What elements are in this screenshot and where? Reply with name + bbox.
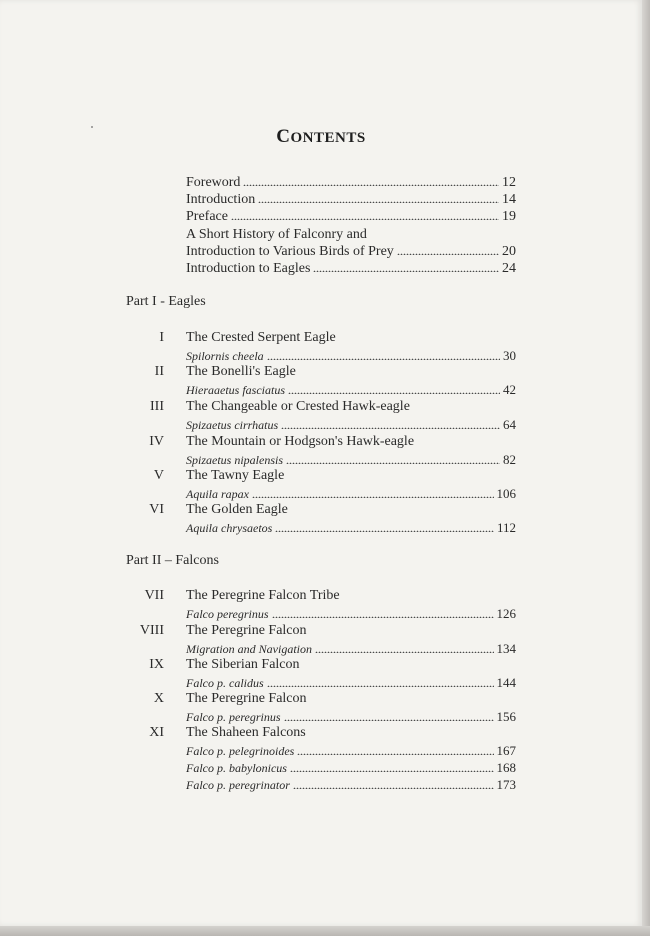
page-edge-bottom: [0, 926, 650, 936]
leader-dots: [315, 643, 494, 653]
chapter-entry[interactable]: [126, 656, 516, 674]
chapter-title: The Peregrine Falcon Tribe: [186, 588, 340, 603]
species-entry[interactable]: [126, 486, 516, 502]
species-page: 112: [496, 520, 516, 535]
species-entry[interactable]: [126, 520, 516, 536]
chapter-title: The Bonelli's Eagle: [186, 364, 296, 379]
toc-entry-label: Introduction: [186, 192, 256, 207]
species-entry[interactable]: [126, 760, 516, 776]
chapter-title: The Changeable or Crested Hawk-eagle: [186, 399, 410, 414]
toc-entry-page: 12: [502, 175, 516, 190]
leader-dots: [288, 384, 500, 394]
species-entry[interactable]: [126, 675, 516, 691]
toc-entry[interactable]: [126, 174, 516, 192]
toc-entry-label: A Short History of Falconry and: [186, 227, 367, 242]
toc-entry-label: Introduction to Eagles: [186, 261, 311, 276]
species-page: 134: [496, 641, 516, 656]
leader-dots: [243, 176, 499, 186]
toc-entry[interactable]: [126, 191, 516, 209]
chapter-number: II: [154, 364, 164, 379]
toc-entry-label: Introduction to Various Birds of Prey: [186, 244, 394, 259]
chapter-entry[interactable]: [126, 690, 516, 708]
species-name: Falco p. calidus: [186, 676, 264, 690]
species-page: 168: [496, 760, 516, 775]
species-name: Spizaetus nipalensis: [186, 453, 284, 467]
toc-entry[interactable]: [126, 243, 516, 261]
species-entry[interactable]: [126, 606, 516, 622]
chapter-number: VI: [149, 502, 164, 517]
species-page: 106: [496, 486, 516, 501]
toc-entry-page: 19: [502, 209, 516, 224]
chapter-entry[interactable]: [126, 329, 516, 347]
toc-entry-page: 14: [502, 192, 516, 207]
toc-entry[interactable]: [126, 260, 516, 278]
chapter-entry[interactable]: [126, 363, 516, 381]
species-name: Falco peregrinus: [186, 607, 269, 621]
chapter-entry[interactable]: [126, 433, 516, 451]
species-name: Spizaetus cirrhatus: [186, 418, 279, 432]
leader-dots: [252, 488, 494, 498]
page-edge-right: [642, 0, 650, 936]
contents-title: [0, 126, 642, 148]
chapter-title: The Mountain or Hodgson's Hawk-eagle: [186, 434, 415, 449]
toc-entry[interactable]: [126, 226, 516, 244]
chapter-number: IX: [149, 657, 164, 672]
species-name: Falco p. pelegrinoides: [186, 744, 295, 758]
leader-dots: [284, 711, 494, 721]
species-page: 82: [503, 452, 516, 467]
leader-dots: [258, 193, 499, 203]
species-entry[interactable]: [126, 743, 516, 759]
species-page: 64: [503, 417, 516, 432]
part-heading: Part II – Falcons: [126, 553, 219, 568]
species-name: Migration and Navigation: [186, 642, 312, 656]
species-page: 144: [496, 675, 516, 690]
chapter-number: XI: [149, 725, 164, 740]
chapter-number: X: [153, 691, 164, 706]
species-entry[interactable]: [126, 382, 516, 398]
chapter-title: The Siberian Falcon: [186, 657, 300, 672]
chapter-number: VIII: [139, 623, 164, 638]
contents-title-initial: C: [276, 126, 291, 147]
chapter-entry[interactable]: [126, 398, 516, 416]
species-page: 42: [503, 382, 516, 397]
leader-dots: [281, 419, 500, 429]
leader-dots: [275, 522, 494, 532]
species-entry[interactable]: [126, 641, 516, 657]
chapter-number: V: [153, 468, 164, 483]
chapter-title: The Golden Eagle: [186, 502, 288, 517]
leader-dots: [313, 262, 499, 272]
species-name: Falco p. peregrinator: [186, 778, 290, 792]
toc-entry-page: 24: [502, 261, 516, 276]
toc-entry-label: Foreword: [186, 175, 241, 190]
leader-dots: [231, 210, 499, 220]
species-name: Aquila rapax: [186, 487, 249, 501]
chapter-number: I: [159, 330, 164, 345]
species-page: 167: [496, 743, 516, 758]
contents-title-rest: ONTENTS: [290, 130, 366, 146]
toc-entry-page: 20: [502, 244, 516, 259]
species-page: 30: [503, 348, 516, 363]
chapter-entry[interactable]: [126, 724, 516, 742]
leader-dots: [397, 245, 499, 255]
species-name: Aquila chrysaetos: [186, 521, 273, 535]
chapter-title: The Peregrine Falcon: [186, 623, 307, 638]
chapter-title: The Peregrine Falcon: [186, 691, 307, 706]
chapter-number: VII: [144, 588, 164, 603]
leader-dots: [297, 745, 493, 755]
species-page: 173: [496, 777, 516, 792]
species-name: Hieraaetus fasciatus: [186, 383, 285, 397]
leader-dots: [293, 779, 494, 789]
species-name: Falco p. babylonicus: [186, 761, 287, 775]
species-page: 126: [496, 606, 516, 621]
chapter-entry[interactable]: [126, 622, 516, 640]
chapter-title: The Tawny Eagle: [186, 468, 285, 483]
leader-dots: [286, 454, 500, 464]
chapter-entry[interactable]: [126, 467, 516, 485]
chapter-title: The Crested Serpent Eagle: [186, 330, 336, 345]
chapter-entry[interactable]: [126, 501, 516, 519]
species-page: 156: [496, 709, 516, 724]
leader-dots: [267, 677, 494, 687]
species-name: Spilornis cheela: [186, 349, 264, 363]
species-entry[interactable]: [126, 452, 516, 468]
chapter-number: III: [150, 399, 164, 414]
part-heading: Part I - Eagles: [126, 294, 206, 309]
chapter-entry[interactable]: [126, 587, 516, 605]
species-name: Falco p. peregrinus: [186, 710, 281, 724]
chapter-number: IV: [149, 434, 164, 449]
species-entry[interactable]: [126, 777, 516, 793]
toc-entry[interactable]: [126, 208, 516, 226]
toc-entry-label: Preface: [186, 209, 228, 224]
species-entry[interactable]: [126, 417, 516, 433]
leader-dots: [290, 762, 494, 772]
leader-dots: [267, 350, 500, 360]
species-entry[interactable]: [126, 709, 516, 725]
chapter-title: The Shaheen Falcons: [186, 725, 306, 740]
species-entry[interactable]: [126, 348, 516, 364]
leader-dots: [272, 608, 494, 618]
